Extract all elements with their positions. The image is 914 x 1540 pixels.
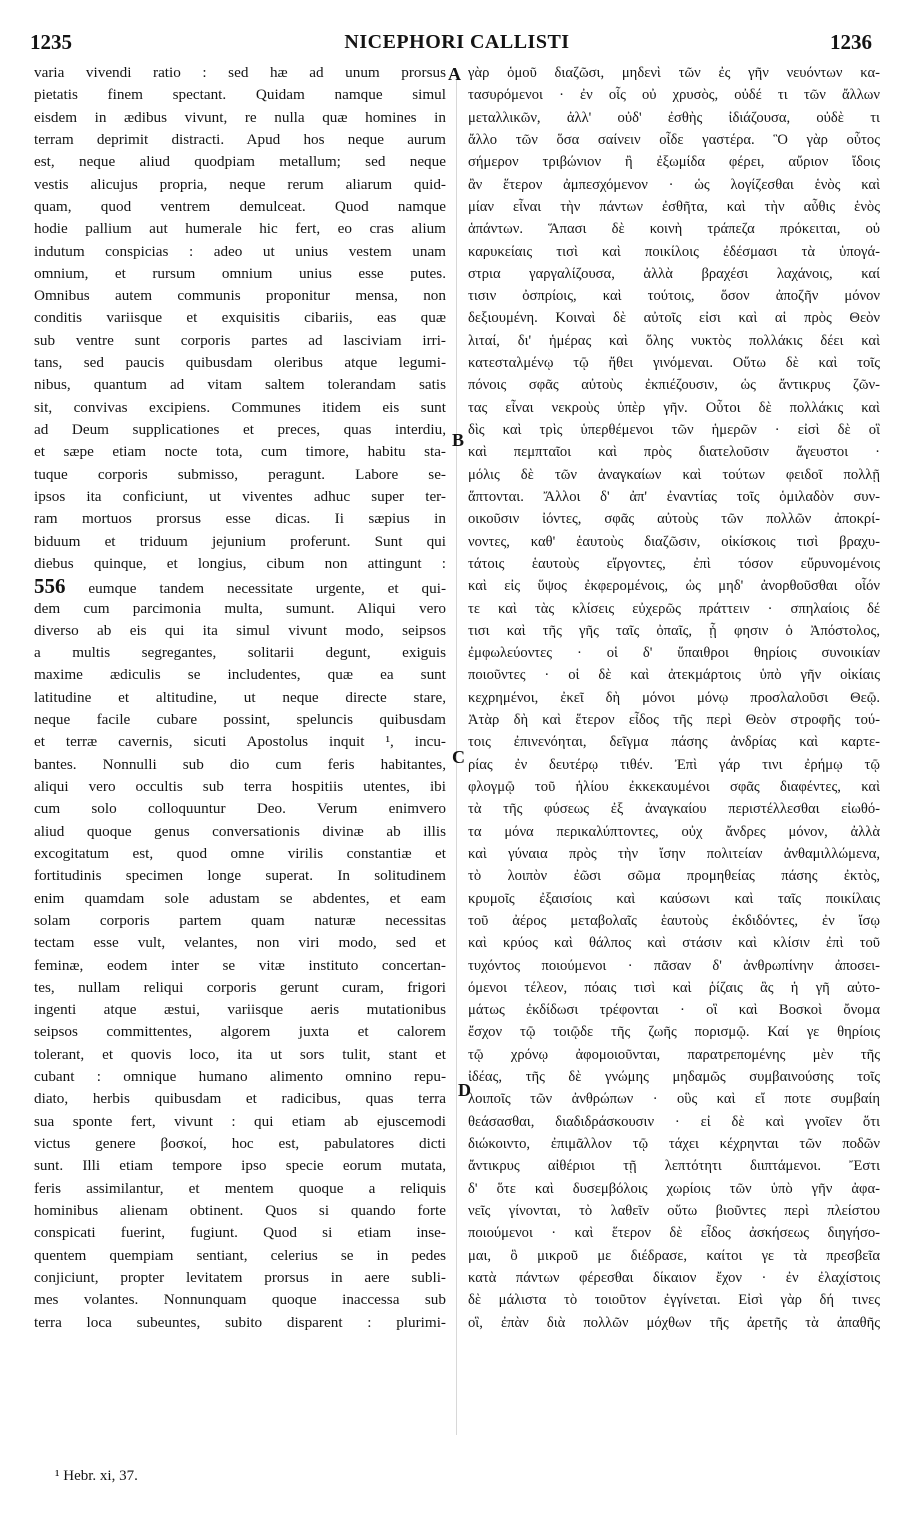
latin-line <box>34 575 446 597</box>
latin-line: bantes. Nonnulli sub dio cum feris habitantes, <box>34 755 446 773</box>
greek-line: νεῖς γίνονται, τὸ λαθεῖν οὕτω βιοῦντες περὶ πλείστου <box>468 1202 880 1219</box>
greek-line: τε καὶ τὰς κλίσεις εὐχερῶς πράττειν · σπηλαίοις δέ <box>468 600 880 617</box>
latin-line: diebus quinque, et longius, cibum non attingunt : <box>34 554 446 572</box>
greek-line: ποιούμενοι · καὶ ἕτερον δὲ εἶδος ἀσκήσεως διηγήσο- <box>468 1225 880 1242</box>
latin-line: varia vivendi ratio : sed hæ ad unum prorsus <box>34 64 446 81</box>
greek-line: μεταλλικῶν, ἀλλ' οὐδ' ἐσθὴς ἰδιάζουσα, οὐδὲ τι <box>468 109 880 126</box>
greek-line: ἂν ἕτερον ἀμπεσχόμενον · ὡς λογίζεσθαι ἑνὸς καὶ <box>468 176 880 193</box>
greek-line: δ' ὅτε καὶ δυσεμβόλοις χωρίοις τῶν ὑπὸ γῆν ἀφα- <box>468 1180 880 1197</box>
greek-line: ρίας ἐν δευτέρῳ τιθέν. Ἐπὶ γάρ τινι ἐρήμῳ τῷ <box>468 756 880 773</box>
latin-line: seipsos committentes, algorem juxta et calorem <box>34 1023 446 1041</box>
latin-line: feris assimilantur, et mentem quoque a reliquis <box>34 1179 446 1197</box>
latin-line: aliud quoque genus conversationis divinæ ab illis <box>34 822 446 840</box>
latin-line: maxime ædiculis se includentes, quæ ea sunt <box>34 666 446 684</box>
page-number-right: 1236 <box>830 30 872 54</box>
greek-line: κρυμοῖς ἐξαισίοις καὶ καύσωνι καὶ ταῖς ποικίλαις <box>468 890 880 907</box>
greek-line: δὶς καὶ τρὶς ὑπερθέμενοι τῶν ἡμερῶν · εἰσὶ δὲ οἳ <box>468 422 880 438</box>
greek-line: στρια γαργαλίζουσα, ἀλλὰ βραχέσι λαχάνοις, καί <box>468 265 880 282</box>
section-marker-b: B <box>452 430 465 450</box>
latin-line: tectam esse vult, velantes, non viri modo, sed et <box>34 934 446 952</box>
greek-line: μίαν εἶναι τὴν πάντων ἐσθῆτα, καὶ τὴν αὖθις ἑνὸς <box>468 198 880 215</box>
greek-line: Ἀτὰρ δὴ καὶ ἕτερον εἶδος τῆς περὶ Θεὸν στροφῆς τού- <box>468 712 880 729</box>
latin-line: excogitatum est, quod omne virilis constantiæ et <box>34 844 446 862</box>
latin-line: est, neque aliud quodpiam metallum; sed neque <box>34 153 446 171</box>
greek-line: καὶ γύναια πρὸς τὴν ἴσην πολιτείαν ἀνθαμιλλώμενα, <box>468 845 880 862</box>
greek-line: δὲ μάλιστα τὸ τοιοῦτον ἐγγίνεται. Εἰσὶ γὰρ δή τινες <box>468 1292 880 1309</box>
greek-line: καὶ κρύος καὶ θάλπος καὶ στάσιν καὶ κλίσιν ἐπὶ τοῦ <box>468 935 880 952</box>
greek-line: διώκοιντο, ἐπιμᾶλλον τῷ τάχει κέχρηνται τῶν ποδῶν <box>468 1136 880 1152</box>
latin-line: terra loca subeuntes, subito disparent : plurimi- <box>34 1313 446 1331</box>
greek-line: μαι, ὃ μικροῦ με διέδρασε, καίτοι γε τὰ πρεσβεῖα <box>468 1247 880 1264</box>
latin-line: nibus, quantum ad vitam saltem tolerandam satis <box>34 376 446 394</box>
latin-line: neque facile cubare possint, speluncis quibusdam <box>34 711 446 729</box>
greek-line: φλογμῷ τοῦ ἡλίου ἐκκεκαυμένοι σφᾶς διαφέντες, καὶ <box>468 779 880 795</box>
latin-line: sit, convivas excipiens. Communes itidem eis sunt <box>34 398 446 416</box>
greek-line: τασυρόμενοι · ἐν οἷς οὐ χρυσὸς, οὐδέ τι τῶν ἄλλων <box>468 87 880 104</box>
greek-line: τοῦ ἀέρος μεταβολαῖς ἑαυτοὺς ἐκδιδόντες, ἐν ἴσῳ <box>468 912 880 929</box>
greek-line: τῷ χρόνῳ ἀφομοιοῦνται, παρατρεπομένης μὲν τῆς <box>468 1046 880 1063</box>
latin-line: conspicati fuerint, fugiunt. Quod si etiam inse- <box>34 1224 446 1242</box>
section-marker-a: A <box>448 64 461 84</box>
latin-line: sunt. Illi etiam tempore ipso specie eorum mutata, <box>34 1157 446 1175</box>
latin-line: biduum et triduum jejunium proferunt. Sunt qui <box>34 532 446 550</box>
greek-line: ἄντικρυς αἰθέριοι τῇ λεπτότητι διιπτάμενοι. Ἔστι <box>468 1158 880 1175</box>
greek-line: τάτοις ἑαυτοὺς εἴργοντες, ἐπὶ τόσον εὔρυνομένοις <box>468 555 880 572</box>
greek-line: ἐμφωλεύοντες · οἱ δ' ὕπαιθροι θηρίοις συνοικίαν <box>468 645 880 662</box>
latin-line: sua sponte fert, vivunt : qui etiam ab ejuscemodi <box>34 1112 446 1130</box>
latin-line: conjiciunt, propter levitatem prorsus in aere subli- <box>34 1268 446 1286</box>
latin-line: tolerant, et quovis loco, ita ut sors tulit, stant et <box>34 1045 446 1063</box>
greek-line: καὶ εἰς ὕψος ἐκφερομένοις, ὡς μηδ' ἀνορθοῦσθαι οἷόν <box>468 578 880 595</box>
greek-line: τὰ τῆς φύσεως ἐξ ἀναγκαίου περιστέλλεσθαι εἰωθό- <box>468 801 880 818</box>
latin-line: tans, sed paucis quibusdam oleribus atque legumi- <box>34 354 446 372</box>
latin-line: pietatis finem spectant. Quidam namque simul <box>34 86 446 104</box>
greek-line: ἰδέας, τῆς δὲ γνώμης μηδαμῶς συμβαινούσης τοῖς <box>468 1069 880 1086</box>
greek-line: τας εἶναι νεκροὺς ὑπὲρ γῆν. Οὗτοι δὲ πολλάκις καὶ <box>468 399 880 416</box>
running-title: NICEPHORI CALLISTI <box>344 31 570 53</box>
latin-line: quentem quempiam sentiant, celerius se in pedes <box>34 1246 446 1264</box>
latin-line: ram mortuos prorsus esse dicas. Ii sæpius in <box>34 510 446 528</box>
latin-column <box>34 62 446 1334</box>
greek-line: οἳ, ἐπὰν διὰ πολλῶν μόχθων τῆς ἀρετῆς τὰ ἀπαθῆς <box>468 1314 880 1331</box>
greek-line: ἔσχον τῷ τοιῷδε τῆς ζωῆς πορισμῷ. Καί γε θηρίοις <box>468 1024 880 1041</box>
latin-line: tes, nullam reliqui corporis gerunt curam, frigori <box>34 978 446 996</box>
latin-line: hodie pallium aut humerale hic fert, eo cras alium <box>34 220 446 238</box>
greek-line: λιταί, δι' ἡμέρας καὶ ὅλης νυκτὸς πολλάκις δέει καὶ <box>468 332 880 349</box>
latin-line: aliqui vero occultis sub terra hospitiis utentes, ibi <box>34 778 446 795</box>
latin-line: ingenti atque æstui, variisque aeris mutationibus <box>34 1001 446 1019</box>
latin-line: quam, quod ventrem demulceat. Quod namque <box>34 197 446 215</box>
latin-line: dem cum parcimonia multa, sumunt. Aliqui vero <box>34 599 446 617</box>
greek-line: σήμερον τριβώνιον ἢ ἐξωμίδα φέρει, αὔριον ἴδοις <box>468 154 880 171</box>
greek-line: μόλις δὲ τῶν ἀναγκαίων καὶ τούτων φειδοῖ πολλῇ <box>468 466 880 483</box>
latin-line: cum solo colloquuntur Deo. Verum enimvero <box>34 800 446 818</box>
latin-line: ad Deum supplicationes et preces, quas interdiu, <box>34 421 446 438</box>
greek-line: καὶ πεμπταῖοι καὶ πρὸς διατελοῦσιν ἄγευστοι · <box>468 444 880 461</box>
greek-line: πόνοις σφᾶς αὐτοὺς ἐκπιέζουσιν, ὡς ἄντικρυς ζῶν- <box>468 377 880 394</box>
latin-line: mes volantes. Nonnunquam quoque inaccessa sub <box>34 1291 446 1309</box>
latin-line: tuque corporis submisso, peragunt. Labore se- <box>34 465 446 483</box>
latin-line: enim quamdam sole adustam se abdentes, et eam <box>34 889 446 907</box>
greek-line: κατεσταλμένῳ τῷ ἤθει γινόμεναι. Οὕτω δὲ καὶ τοῖς <box>468 355 880 372</box>
greek-line: τισιν ὀσπρίοις, καὶ τούτοις, ὅσον ἀποζῆν μόνον <box>468 288 880 305</box>
latin-line: omnium, et rursum omnium unius esse putes. <box>34 264 446 282</box>
latin-line: a multis segregantes, solitarii degunt, exiguis <box>34 644 446 662</box>
latin-line: ipsos ita conficiunt, ut viventes adhuc super ter- <box>34 487 446 505</box>
greek-line: τυχόντος ποιούμενοι · πᾶσαν δ' ἀνθρωπίνην ἀποσει- <box>468 957 880 974</box>
latin-line: diato, herbis quibusdam et radicibus, quas terra <box>34 1090 446 1108</box>
greek-line: δεξιουμένη. Κοιναὶ δὲ αὐτοῖς εἰσι καὶ αἱ πρὸς Θεὸν <box>468 310 880 327</box>
greek-line: τισι καὶ τῆς γῆς ταῖς ὀπαῖς, ᾗ φησιν ὁ Ἀπόστολος, <box>468 622 880 639</box>
latin-line: sub ventre sunt corporis partes ad lasciviam irri- <box>34 331 446 349</box>
footnote: ¹ Hebr. xi, 37. <box>55 1468 138 1484</box>
latin-line: conditis variisque et exquisitis cibariis, eas quæ <box>34 309 446 327</box>
greek-line: ἁπάντων. Ἅπασι δὲ κοινὴ τράπεζα πρόκειται, οὐ <box>468 221 880 238</box>
latin-line: latitudine et altitudine, ut neque directe stare, <box>34 688 446 706</box>
greek-column <box>468 62 880 1334</box>
greek-line: μάτως ἐκδίδωσι τρέφονται · οἳ καὶ Βοσκοὶ ὄνομα <box>468 1002 880 1019</box>
margin-number: 556 <box>34 575 66 598</box>
greek-line: τὸ λοιπὸν ἐῶσι σῶμα προμηθείας πάσης ἐκτὸς, <box>468 868 880 885</box>
greek-line: όμενοι τέλεον, πόαις τισὶ καὶ ῥίζαις ἃς ἡ γῆ αὐτο- <box>468 979 880 996</box>
greek-line: γὰρ ὁμοῦ διαζῶσι, μηδενὶ τῶν ἐς γῆν νευόντων κα- <box>468 65 880 81</box>
latin-line: eisdem in ædibus vivunt, re nulla quæ homines in <box>34 108 446 126</box>
greek-line: θεάσασθαι, διαδιδράσκουσιν · εἰ δὲ καὶ γνοῖεν ὅτι <box>468 1113 880 1130</box>
section-marker-d: D <box>458 1080 471 1100</box>
latin-line: solam corporis partem quam naturæ necessitas <box>34 911 446 929</box>
greek-line: ἄλλο τῶν ὅσα σαίνειν οἶδε γαστέρα. Ὃ γὰρ οὗτος <box>468 131 880 148</box>
latin-line: victus genere βοσκοί, hoc est, pabulatores dicti <box>34 1135 446 1152</box>
page-header <box>0 30 914 60</box>
section-marker-c: C <box>452 747 465 767</box>
greek-line: λοιποῖς τῶν ἀνθρώπων · οὓς καὶ εἴ ποτε συμβαίη <box>468 1091 880 1108</box>
page-number-left: 1235 <box>30 30 72 54</box>
greek-line: ἅπτονται. Ἄλλοι δ' ἀπ' ἐναντίας τοῖς ὁμιλαδὸν συν- <box>468 488 880 505</box>
latin-line: indutum conspicias : adeo ut unius vestem unam <box>34 242 446 260</box>
greek-line: τοις ἐπινενόηται, δεῖγμα πάσης ἀνδρίας καὶ καρτε- <box>468 734 880 751</box>
greek-line: νοντες, καθ' ἑαυτοὺς διαζῶσιν, οἰκίσκοις τισὶ βραχυ- <box>468 533 880 550</box>
greek-line: κατὰ πάντων φέρεσθαι δίκαιον ἔχον · ἐν ἐλαχίστοις <box>468 1269 880 1286</box>
latin-line: diverso ab eis qui ita simul vivunt modo, seipsos <box>34 621 446 639</box>
greek-line: οικοῦσιν ἰόντες, σφᾶς αὐτοὺς τῶν πολλῶν ἀποκρί- <box>468 511 880 528</box>
latin-line: et terræ cavernis, sicuti Apostolus inquit ¹, incu- <box>34 733 446 751</box>
latin-line: et sæpe etiam nocte tota, cum timore, habitu sta- <box>34 443 446 461</box>
greek-line: κεχρημένοι, ἐκεῖ δὴ μόνοι μόνῳ προσλαλοῦσι Θεῷ. <box>468 689 880 706</box>
latin-line: terram deprimit distracti. Apud hos neque aurum <box>34 130 446 148</box>
latin-line: vestis alicujus propria, neque rerum aliarum quid- <box>34 175 446 193</box>
greek-line: ποιοῦντες · οἱ δὲ καὶ ἀτεκμάρτοις ὑπὸ γῆν οἰκίαις <box>468 667 880 684</box>
latin-line: fortitudinis specimen longe superat. In solitudinem <box>34 867 446 885</box>
greek-line: καρυκείαις τισὶ καὶ ποικίλοις ἐδέσμασι τὰ ὑπογά- <box>468 243 880 260</box>
latin-line: feminæ, eodem inter se vitæ instituto concertan- <box>34 956 446 974</box>
greek-line: τα μόνα περικαλύπτοντες, οὐχ ἄνδρες μόνον, ἀλλὰ <box>468 823 880 840</box>
latin-line: Omnibus autem communis proponitur mensa, non <box>34 287 446 305</box>
latin-line: cubant : omnique humano alimento omnino repu- <box>34 1068 446 1086</box>
latin-line: hominibus alienam obtinent. Quos si quando forte <box>34 1201 446 1219</box>
latin-line-text: eumque tandem necessitate urgente, et qui- <box>88 580 446 598</box>
